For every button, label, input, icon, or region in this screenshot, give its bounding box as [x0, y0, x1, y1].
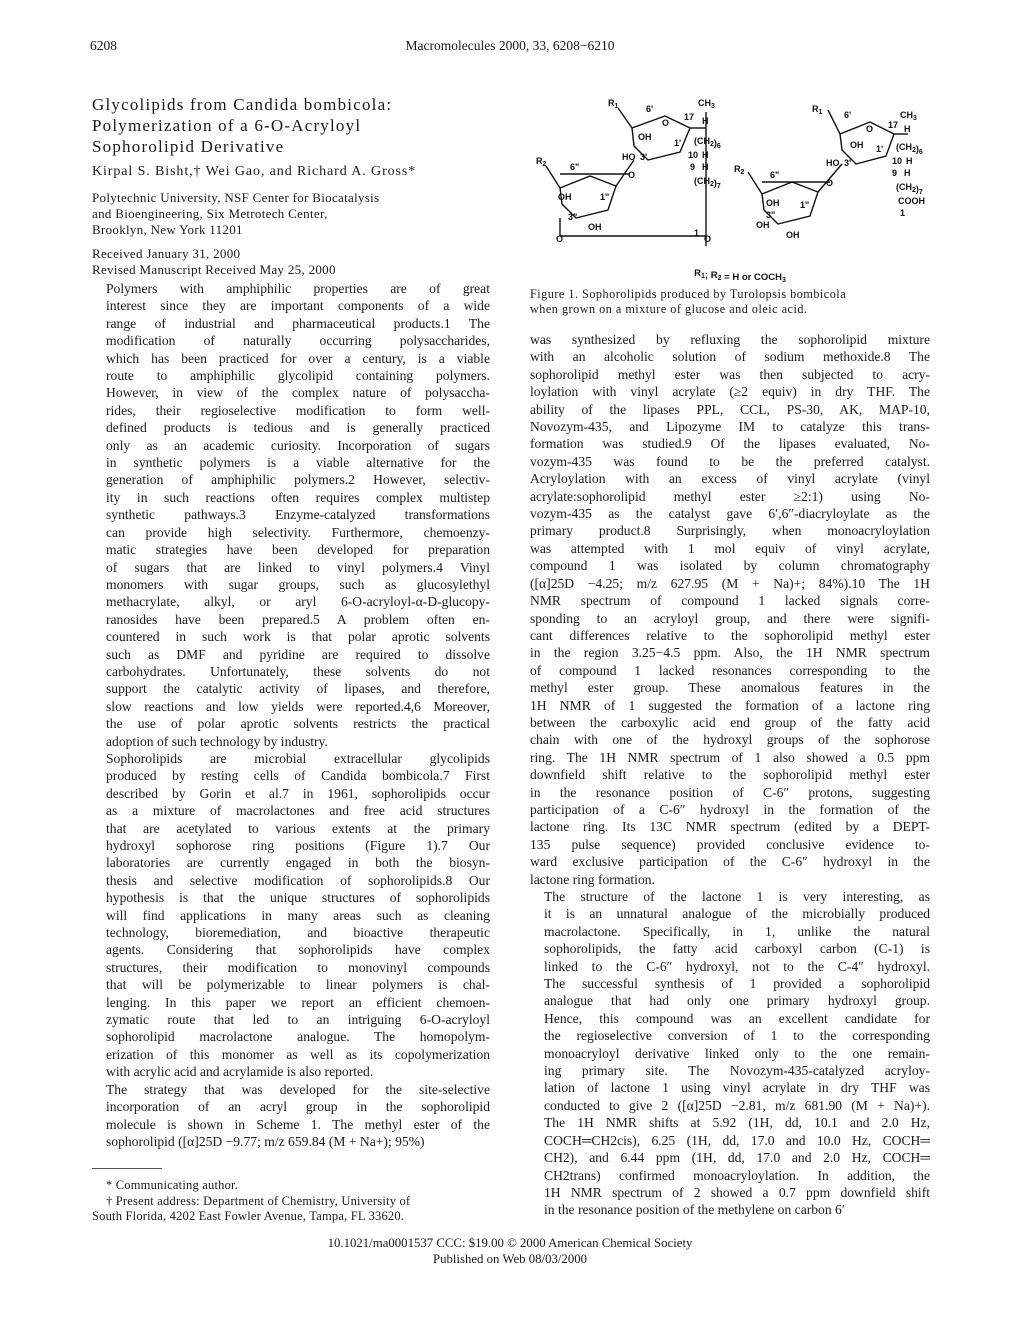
text-line: only as an academic curiosity. Incorporation of sugars	[106, 437, 490, 453]
figure-label-ho: HO	[826, 158, 840, 168]
text-line: methyl ester group. These anomalous features in the	[530, 680, 930, 696]
text-line: monomers with sugar groups, such as glucosylethyl	[106, 576, 490, 592]
text-line: that will be polymerizable to linear polymers is chal-	[106, 977, 490, 993]
text-line: participation of a C-6″ hydroxyl in the formation of the	[530, 801, 930, 817]
figure-label-ch3: $CH_3$	[698, 98, 715, 110]
figure-label-ch2-6: $(CH_2)_6$	[896, 142, 923, 156]
text-line: route to amphiphilic glycolipid containing polymers.	[106, 368, 490, 384]
text-line: matic strategies have been developed for preparation	[106, 542, 490, 558]
text-line: downfield shift relative to the sophorolipid methyl ester	[530, 767, 930, 783]
text-line: Novozym-435, and Lipozyme IM to catalyze this trans-	[530, 419, 930, 435]
text-line: cant differences relative to the sophorolipid methyl ester	[530, 627, 930, 643]
footnote-present-address-cont: South Florida, 4202 East Fowler Avenue, Tampa, FL 33620.	[92, 1209, 405, 1223]
text-line: COCH═CH2cis), 6.25 (1H, dd, 17.0 and 10.0 Hz, COCH═	[544, 1132, 930, 1148]
affiliation	[92, 190, 379, 238]
figure-label-oh: OH	[638, 132, 652, 142]
text-line: with an alcoholic solution of sodium methoxide.8 The	[530, 349, 930, 365]
paragraph-2	[92, 750, 490, 1081]
figure-label-ch2-6: $(CH_2)_6$	[694, 136, 721, 150]
text-line: between the carboxylic acid end group of the fatty acid	[530, 714, 930, 730]
figure-label-3dprime: 3"	[766, 210, 776, 220]
figure-label-6dprime: 6"	[770, 170, 780, 180]
figure-label-o: O	[628, 170, 636, 180]
revised-date: Revised Manuscript Received May 25, 2000	[92, 262, 336, 277]
text-line: However, in view of the complex nature of polysaccha-	[106, 385, 490, 401]
figure-label-17: 17	[684, 112, 695, 122]
figure-label-o: O	[556, 234, 564, 244]
text-line: formation was studied.9 Of the lipases evaluated, No-	[530, 436, 930, 452]
text-line: with acrylic acid and acrylamide is also reported.	[106, 1064, 374, 1080]
figure-label-10: 10	[688, 150, 699, 160]
text-line: was synthesized by refluxing the sophorolipid mixture	[530, 332, 930, 347]
text-line: primary product.8 Surprisingly, when monoacryloylation	[530, 523, 930, 539]
text-line: hypothesis is that the unique structures of sophorolipids	[106, 890, 490, 906]
text-line: modification of naturally occurring polysaccharides,	[106, 333, 490, 349]
affiliation-line: Polytechnic University, NSF Center for Biocatalysis	[92, 190, 380, 205]
text-line: as a mixture of macrolactones and free acid structures	[106, 803, 490, 819]
figure-label-3prime: 3'	[844, 158, 852, 168]
figure-label-o: O	[866, 124, 874, 134]
text-line: Sophorolipids are microbial extracellular glycolipids	[106, 750, 490, 766]
text-line: the use of polar aprotic solvents restricts the practical	[106, 716, 490, 732]
text-line: support the catalytic activity of lipases, and therefore,	[106, 681, 490, 697]
text-line: lactone ring. Its 13C NMR spectrum (edited by a DEPT-	[530, 819, 930, 835]
figure-label-6prime: 6'	[646, 104, 654, 114]
paragraph-3	[92, 1081, 490, 1151]
figure-caption	[530, 287, 930, 317]
text-line: lation of lactone 1 using vinyl acrylate in dry THF was	[544, 1080, 930, 1096]
figure-label-o: O	[826, 178, 834, 188]
text-line: Polymers with amphiphilic properties are of great	[106, 281, 490, 296]
text-line: range of industrial and pharmaceutical products.1 The	[106, 315, 490, 331]
text-line: Acryloylation with an excess of vinyl acrylate (vinyl	[530, 471, 930, 487]
figure-label-h: H	[702, 116, 709, 126]
figure-label-1dprime: 1"	[600, 192, 610, 202]
text-line: it is an unnatural analogue of the microbially produced	[544, 906, 930, 922]
text-line: 135 pulse sequence) provided conclusive evidence to-	[530, 836, 930, 852]
text-line: loylation with vinyl acrylate (≥2 equiv) in dry THF. The	[530, 384, 930, 400]
figure-label-oh: OH	[756, 220, 770, 230]
journal-citation: Macromolecules 2000, 33, 6208−6210	[405, 38, 615, 53]
text-line: incorporation of an acryl group in the sophorolipid	[106, 1099, 490, 1115]
article-title	[92, 94, 472, 157]
text-line: interest since they are important components of a wide	[106, 298, 490, 314]
text-line: linked to the C-6″ hydroxyl, not to the C-4″ hydroxyl.	[544, 958, 930, 974]
text-line: was attempted with 1 mol equiv of vinyl acrylate,	[530, 540, 930, 556]
text-line: agents. Considering that sophorolipids have complex	[106, 942, 490, 958]
figure-label-o: O	[662, 118, 670, 128]
text-line: Hence, this compound was an excellent candidate for	[544, 1010, 930, 1026]
figure-label-h: H	[904, 168, 911, 178]
text-line: adoption of such technology by industry.	[106, 733, 328, 749]
figure-label-r2: $R_2$	[536, 156, 547, 168]
text-line: laboratories are currently engaged in both the biosyn-	[106, 855, 490, 871]
text-line: sponding to an acryloyl group, and there were signifi-	[530, 610, 930, 626]
figure-label-1: 1	[900, 208, 906, 218]
text-line: monoacryloyl derivative linked only to the one remain-	[544, 1045, 930, 1061]
figure-label-r1: $R_1$	[812, 104, 823, 116]
figure-label-oh: OH	[558, 192, 572, 202]
figure-label-ch2-7: $(CH_2)_7$	[694, 176, 721, 190]
text-line: defined products is tedious and is generally practiced	[106, 420, 490, 436]
text-line: described by Gorin et al.7 in 1961, sophorolipids occur	[106, 785, 490, 801]
text-line: chain with one of the hydroxyl groups of the sophorose	[530, 732, 930, 748]
figure-label-6prime: 6'	[844, 110, 852, 120]
figure-label-9: 9	[690, 162, 696, 172]
right-column	[530, 331, 930, 1219]
text-line: ability of the lipases PPL, CCL, PS-30, AK, MAP-10,	[530, 401, 930, 417]
figure-label-ho: HO	[622, 152, 636, 162]
text-line: ranosides have been prepared.5 A problem often en-	[106, 611, 490, 627]
caption-line: Figure 1. Sophorolipids produced by Turolopsis bombicola	[530, 287, 847, 301]
page-number: 6208	[90, 38, 117, 53]
text-line: conducted to give 2 ([α]25D −2.81, m/z 681.90 (M + Na)+).	[544, 1097, 930, 1113]
text-line: molecule is shown in Scheme 1. The methyl ester of the	[106, 1116, 490, 1132]
footnote-corresponding: * Communicating author.	[106, 1178, 239, 1192]
text-line: ity in such reactions often requires complex multistep	[106, 489, 490, 505]
text-line: lenging. In this paper we report an efficient chemoen-	[106, 994, 490, 1010]
footnote-rule	[92, 1168, 162, 1169]
caption-line: when grown on a mixture of glucose and oleic acid.	[530, 302, 808, 316]
figure-label-oh: OH	[850, 140, 864, 150]
figure-label-oh: OH	[786, 230, 800, 240]
text-line: thesis and selective modification of sophorolipids.8 Our	[106, 872, 490, 888]
text-line: CH2trans) confirmed monoacryloylation. In addition, the	[544, 1167, 930, 1183]
text-line: sophorolipids, the fatty acid carboxyl carbon (C-1) is	[544, 941, 930, 957]
figure-legend: $R_1$; $R_2 = H$ or $COCH_3$	[694, 268, 786, 282]
text-line: slow reactions and low yields were reported.4,6 Moreover,	[106, 698, 490, 714]
figure-label-3prime: 3'	[640, 152, 648, 162]
paragraph-5	[530, 888, 930, 1219]
figure-label-ch3: $CH_3$	[900, 110, 917, 122]
text-line: zymatic route that led to an intriguing 6-O-acryloyl	[106, 1012, 490, 1028]
text-line: 1H NMR of 1 suggested the formation of a lactone ring	[530, 697, 930, 713]
text-line: sophorolipid ([α]25D −9.77; m/z 659.84 (M + Na+); 95%)	[106, 1133, 425, 1149]
left-column	[92, 280, 490, 1150]
figure-label-6dprime: 6"	[570, 162, 580, 172]
received-dates	[92, 246, 336, 278]
text-line: can provide high selectivity. Furthermore, chemoenzy-	[106, 524, 490, 540]
text-line: which has been practiced for over a century, is a viable	[106, 350, 490, 366]
text-line: ([α]25D −4.25; m/z 627.95 (M + Na)+; 84%).10 The 1H	[530, 575, 930, 591]
figure-label-oh: OH	[766, 198, 780, 208]
text-line: produced by resting cells of Candida bombicola.7 First	[106, 768, 490, 784]
text-line: countered in such work is that polar aprotic solvents	[106, 629, 490, 645]
text-line: in the region 3.25−4.5 ppm. Also, the 1H NMR spectrum	[530, 645, 930, 661]
figure-label-oh: OH	[588, 222, 602, 232]
text-line: technology, bioremediation, and bioactive therapeutic	[106, 925, 490, 941]
text-line: The successful synthesis of 1 provided a sophorolipid	[544, 976, 930, 992]
figure-label-17: 17	[888, 120, 899, 130]
text-line: The 1H NMR shifts at 5.92 (1H, dd, 10.1 and 2.0 Hz,	[544, 1115, 930, 1131]
text-line: vozym-435 was found to be the preferred catalyst.	[530, 453, 930, 469]
text-line: will find applications in many areas such as cleaning	[106, 907, 490, 923]
footnote-present-address: † Present address: Department of Chemistry, University of	[106, 1193, 411, 1208]
text-line: The strategy that was developed for the site-selective	[106, 1081, 490, 1097]
sophorolipid-structure-figure	[530, 94, 950, 282]
doi-copyright-line: 10.1021/ma0001537 CCC: $19.00 © 2000 American Chemical Society	[327, 1236, 693, 1250]
figure-label-ch2-7: $(CH_2)_7$	[896, 182, 923, 196]
figure-label-r1: $R_1$	[608, 98, 619, 110]
affiliation-line: and Bioengineering, Six Metrotech Center,	[92, 206, 328, 221]
text-line: in synthetic polymers is a viable alternative for the	[106, 455, 490, 471]
text-line: analogue that had only one primary hydroxyl group.	[544, 993, 930, 1009]
paragraph-1	[92, 280, 490, 750]
paragraph-4	[530, 331, 930, 888]
text-line: of compound 1 lacked resonances corresponding to the	[530, 662, 930, 678]
text-line: methacrylate, alkyl, or aryl 6-O-acryloyl-α-D-glucopy-	[106, 594, 490, 610]
text-line: such as DMF and pyridine are required to dissolve	[106, 646, 490, 662]
text-line: synthetic pathways.3 Enzyme-catalyzed transformations	[106, 507, 490, 523]
text-line: 1H NMR spectrum of 2 showed a 0.7 ppm downfield shift	[544, 1184, 930, 1200]
text-line: NMR spectrum of compound 1 lacked signals corre-	[530, 593, 930, 609]
publication-date: Published on Web 08/03/2000	[432, 1252, 588, 1266]
figure-label-h: H	[702, 150, 709, 160]
text-line: of sugars that are linked to vinyl polymers.4 Vinyl	[106, 559, 490, 575]
text-line: The structure of the lactone 1 is very interesting, as	[544, 889, 930, 904]
figure-label-o: O	[704, 234, 712, 244]
figure-label-h: H	[906, 156, 913, 166]
figure-label-1dprime: 1"	[800, 200, 810, 210]
text-line: CH2), and 6.44 ppm (1H, dd, 17.0 and 2.0 Hz, COCH═	[544, 1150, 930, 1166]
text-line: sophorolipid macrolactone analogue. The homopolym-	[106, 1029, 490, 1045]
text-line: carbohydrates. Unfortunately, these solvents do not	[106, 663, 490, 679]
figure-label-r2: $R_2$	[734, 164, 745, 176]
text-line: ing primary site. The Novozym-435-catalyzed acryloy-	[544, 1063, 930, 1079]
affiliation-line: Brooklyn, New York 11201	[92, 222, 243, 237]
text-line: ring. The 1H NMR spectrum of 1 also showed a 0.5 ppm	[530, 749, 930, 765]
figure-label-3dprime: 3"	[568, 212, 578, 222]
text-line: ward exclusive participation of the C-6″ hydroxyl in the	[530, 854, 930, 870]
text-line: in the resonance position of the methylene on carbon 6′	[544, 1202, 845, 1218]
figure-label-1prime: 1'	[876, 144, 884, 154]
text-line: acrylate:sophorolipid methyl ester ≥2:1) using No-	[530, 488, 930, 504]
figure-label-10: 10	[892, 156, 903, 166]
text-line: the regioselective conversion of 1 to the corresponding	[544, 1028, 930, 1044]
figure-label-h: H	[904, 124, 911, 134]
text-line: vozym-435 as the catalyst gave 6′,6″-diacryloylate as the	[530, 506, 930, 522]
text-line: hydroxyl sophorose ring positions (Figure 1).7 Our	[106, 838, 490, 853]
text-line: generation of amphiphilic polymers.2 However, selectiv-	[106, 472, 490, 488]
text-line: erization of this monomer as well as its copolymerization	[106, 1046, 490, 1062]
figure-label-9: 9	[892, 168, 898, 178]
title-line: Polymerization of a 6-O-Acryloyl	[92, 116, 362, 135]
authors: Kirpal S. Bisht,† Wei Gao, and Richard A. Gross*	[92, 164, 417, 179]
text-line: macrolactone. Specifically, in 1, unlike the natural	[544, 923, 930, 939]
text-line: in the resonance position of C-6″ protons, suggesting	[530, 784, 930, 800]
title-line: Sophorolipid Derivative	[92, 137, 285, 156]
footnotes	[92, 1178, 492, 1225]
received-date: Received January 31, 2000	[92, 246, 241, 261]
figure-label-h: H	[702, 162, 709, 172]
text-line: that are acetylated to various extents at the primary	[106, 820, 490, 836]
text-line: structures, their modification to monovinyl compounds	[106, 959, 490, 975]
text-line: compound 1 was isolated by column chromatography	[530, 558, 930, 574]
title-line: Glycolipids from Candida bombicola:	[92, 95, 393, 114]
figure-label-cooh: COOH	[898, 196, 925, 206]
text-line: lactone ring formation.	[530, 871, 655, 887]
text-line: sophorolipid methyl ester was then subjected to acry-	[530, 366, 930, 382]
figure-label-1prime: 1'	[674, 138, 682, 148]
text-line: rides, their regioselective modification to form well-	[106, 402, 490, 418]
figure-label-1: 1	[694, 228, 700, 238]
